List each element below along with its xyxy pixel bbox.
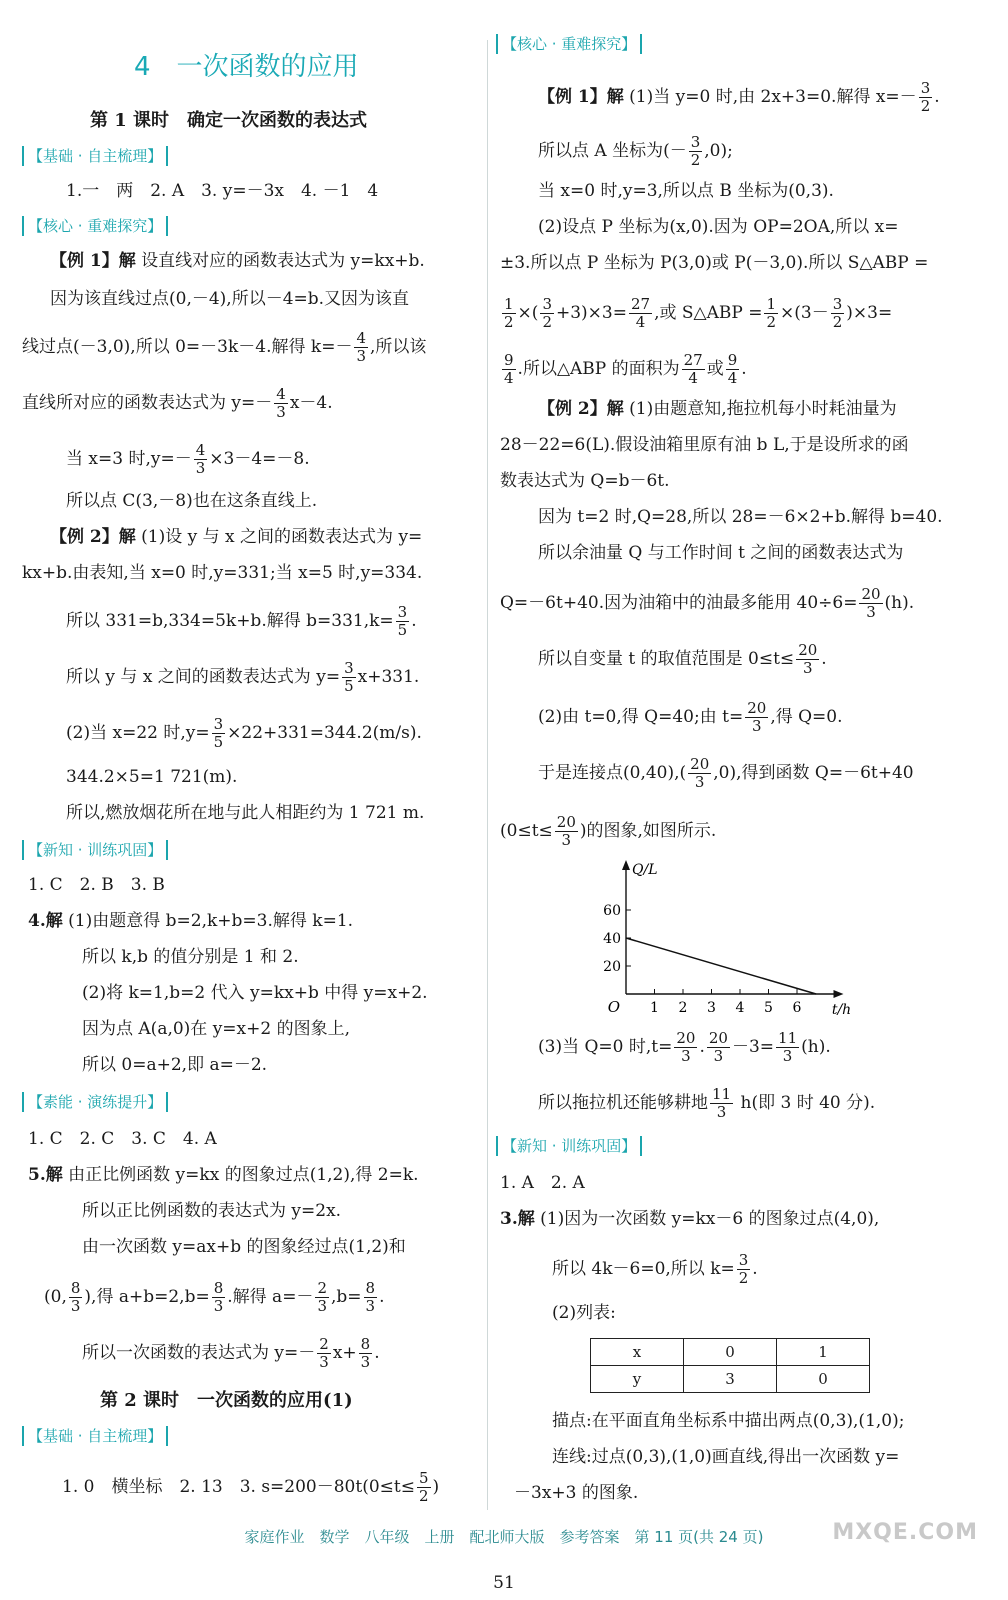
x-tick-label: 4 xyxy=(735,1000,745,1016)
table-row xyxy=(591,1339,870,1366)
text-line: (2)设点 P 坐标为(x,0).因为 OP=2OA,所以 x= xyxy=(538,217,899,237)
x-tick-label: 6 xyxy=(792,1000,802,1016)
text-line: (0≤t≤ $\frac{20}{3}$ )的图象,如图所示. xyxy=(500,813,717,849)
fraction: $\frac{1}{2}$ xyxy=(504,295,514,331)
lesson-2-title: 第 2 课时 一次函数的应用(1) xyxy=(100,1390,353,1411)
column-divider xyxy=(487,40,488,1510)
lesson-1-title: 第 1 课时 确定一次函数的表达式 xyxy=(90,110,368,131)
fraction: $\frac{9}{4}$ xyxy=(727,351,738,387)
text-line: 当 x=3 时,y=－ $\frac{4}{3}$ ×3－4=－8. xyxy=(66,441,310,477)
text-line: (2)由 t=0,得 Q=40;由 t= $\frac{20}{3}$ ,得 Q=0. xyxy=(538,699,843,735)
x-tick-label: 1 xyxy=(650,1000,659,1016)
table-row xyxy=(591,1366,870,1393)
y-tick-label: 20 xyxy=(603,959,621,975)
r-example-1: 【例 1】解 (1)当 y=0 时,由 2x+3=0.解得 x=－ $\frac{3}{2}$ . xyxy=(538,79,940,115)
fraction: $\frac{3}{5}$ xyxy=(344,659,354,695)
y-tick-label: 40 xyxy=(603,931,621,947)
text-line: (0, $\frac{8}{3}$ ),得 a+b=2,b= $\frac{8}{3}$ .解得 a=－ $\frac{2}{3}$ ,b= $\frac{8}{3}$ . xyxy=(44,1279,385,1315)
text-line: 所以一次函数的表达式为 y=－ $\frac{2}{3}$ x+ $\frac{8}{3}$ . xyxy=(82,1335,380,1371)
basic-answers: 1.一 两 2. A 3. y=－3x 4. －1 4 xyxy=(66,181,379,201)
text-line: 所以 k,b 的值分别是 1 和 2. xyxy=(82,947,299,967)
fraction: $\frac{20}{3}$ xyxy=(556,813,576,849)
fraction: $\frac{20}{3}$ xyxy=(747,699,767,735)
text-line: 所以点 A 坐标为(－ $\frac{3}{2}$ ,0); xyxy=(538,133,733,169)
section-title: 4 一次函数的应用 xyxy=(134,52,359,82)
fraction: $\frac{3}{2}$ xyxy=(542,295,552,331)
text-line: $\frac{1}{2}$ ×( $\frac{3}{2}$ +3)×3= $\frac{27}{4}$ ,或 S△ABP = $\frac{1}{2}$ ×(3－ $\frac{3}{2}$ )×3= xyxy=(504,295,893,331)
fraction: $\frac{3}{2}$ xyxy=(832,295,843,331)
text-line: 所以正比例函数的表达式为 y=2x. xyxy=(82,1201,342,1221)
text-line: (2)将 k=1,b=2 代入 y=kx+b 中得 y=x+2. xyxy=(82,983,428,1003)
tag-core: 【核心 · 重难探究】 xyxy=(22,216,168,236)
lesson2-basic-answers: 1. 0 横坐标 2. 13 3. s=200－80t(0≤t≤ $\frac{5}{2}$ ) xyxy=(62,1469,440,1505)
fraction: $\frac{5}{2}$ xyxy=(418,1469,429,1505)
fraction: $\frac{3}{5}$ xyxy=(213,715,224,751)
text-line: 所以 331=b,334=5k+b.解得 b=331,k= $\frac{3}{5}$ . xyxy=(66,603,417,639)
page-number: 51 xyxy=(493,1573,515,1593)
text-line: (3)当 Q=0 时,t= $\frac{20}{3}$ . $\frac{20}{3}$ －3= $\frac{11}{3}$ (h). xyxy=(538,1029,831,1065)
table-cell: 0 xyxy=(777,1366,870,1393)
footer: 家庭作业 数学 八年级 上册 配北师大版 参考答案 第 11 页(共 24 页) xyxy=(244,1528,764,1546)
fraction: $\frac{20}{3}$ xyxy=(708,1029,728,1065)
ability-q5: 5.解 由正比例函数 y=kx 的图象过点(1,2),得 2=k. xyxy=(28,1165,419,1185)
fraction: $\frac{3}{2}$ xyxy=(738,1251,749,1287)
fraction: $\frac{20}{3}$ xyxy=(690,755,710,791)
fraction: $\frac{4}{3}$ xyxy=(356,329,367,365)
fraction: $\frac{20}{3}$ xyxy=(676,1029,696,1065)
text-line: 所以自变量 t 的取值范围是 0≤t≤ $\frac{20}{3}$ . xyxy=(538,641,827,677)
text-line: 因为该直线过点(0,－4),所以－4=b.又因为该直 xyxy=(50,289,410,309)
fraction: $\frac{2}{3}$ xyxy=(319,1335,329,1371)
text-line: 344.2×5=1 721(m). xyxy=(66,767,238,787)
x-axis-arrow xyxy=(834,990,844,998)
text-line: 描点:在平面直角坐标系中描出两点(0,3),(1,0); xyxy=(552,1411,905,1431)
fraction: $\frac{4}{3}$ xyxy=(276,385,286,421)
tag-ability: 【素能 · 演练提升】 xyxy=(22,1092,168,1112)
watermark: MXQE.COM xyxy=(832,1520,978,1545)
tag-practice: 【新知 · 训练巩固】 xyxy=(22,840,168,860)
practice-q4: 4.解 (1)由题意得 b=2,k+b=3.解得 k=1. xyxy=(28,911,354,931)
fraction: $\frac{11}{3}$ xyxy=(712,1085,732,1121)
fraction: $\frac{3}{2}$ xyxy=(690,133,701,169)
fraction: $\frac{8}{3}$ xyxy=(213,1279,224,1315)
fraction: $\frac{2}{3}$ xyxy=(317,1279,327,1315)
fraction: $\frac{20}{3}$ xyxy=(798,641,818,677)
text-line: ±3.所以点 P 坐标为 P(3,0)或 P(－3,0).所以 S△ABP = xyxy=(500,253,929,273)
text-line: 所以 y 与 x 之间的函数表达式为 y= $\frac{3}{5}$ x+331. xyxy=(66,659,420,695)
table-cell: 3 xyxy=(684,1366,777,1393)
text-line: 28－22=6(L).假设油箱里原有油 b L,于是设所求的函 xyxy=(500,435,909,455)
q-t-chart xyxy=(586,858,856,1018)
tag-basic: 【基础 · 自主梳理】 xyxy=(22,146,168,166)
value-table xyxy=(590,1338,870,1393)
text-line: 所以 0=a+2,即 a=－2. xyxy=(82,1055,268,1075)
series-line xyxy=(626,938,816,994)
y-axis-arrow xyxy=(622,860,630,870)
text-line: 所以拖拉机还能够耕地 $\frac{11}{3}$ h(即 3 时 40 分). xyxy=(538,1085,876,1121)
tag-practice-right: 【新知 · 训练巩固】 xyxy=(496,1136,642,1156)
x-tick-label: 3 xyxy=(707,1000,716,1016)
x-tick-label: 5 xyxy=(764,1000,773,1016)
text-line: Q=－6t+40.因为油箱中的油最多能用 40÷6= $\frac{20}{3}$ (h). xyxy=(500,585,915,621)
practice-answers: 1. C 2. B 3. B xyxy=(28,875,165,895)
text-line: (2)当 x=22 时,y= $\frac{3}{5}$ ×22+331=344.2(m/s). xyxy=(66,715,422,751)
r-example-2: 【例 2】解 (1)由题意知,拖拉机每小时耗油量为 xyxy=(538,399,897,419)
fraction: $\frac{3}{2}$ xyxy=(920,79,931,115)
origin-label: O xyxy=(607,998,620,1016)
text-line: kx+b.由表知,当 x=0 时,y=331;当 x=5 时,y=334. xyxy=(22,563,423,583)
text-line: 所以 4k－6=0,所以 k= $\frac{3}{2}$ . xyxy=(552,1251,758,1287)
text-line: 因为点 A(a,0)在 y=x+2 的图象上, xyxy=(82,1019,351,1039)
fraction: $\frac{3}{5}$ xyxy=(397,603,408,639)
fraction: $\frac{8}{3}$ xyxy=(70,1279,81,1315)
table-cell: x xyxy=(591,1339,684,1366)
table-cell: y xyxy=(591,1366,684,1393)
tag-core-right: 【核心 · 重难探究】 xyxy=(496,34,642,54)
example-2: 【例 2】解 (1)设 y 与 x 之间的函数表达式为 y= xyxy=(50,527,423,547)
text-line: 由一次函数 y=ax+b 的图象经过点(1,2)和 xyxy=(82,1237,406,1257)
table-cell: 0 xyxy=(684,1339,777,1366)
example-1: 【例 1】解 设直线对应的函数表达式为 y=kx+b. xyxy=(50,251,425,271)
text-line: 所以点 C(3,－8)也在这条直线上. xyxy=(66,491,318,511)
r-practice-answers: 1. A 2. A xyxy=(500,1173,585,1193)
text-line: 因为 t=2 时,Q=28,所以 28=－6×2+b.解得 b=40. xyxy=(538,507,943,527)
text-line: 于是连接点(0,40),( $\frac{20}{3}$ ,0),得到函数 Q=－6t+40 xyxy=(538,755,914,791)
text-line: 所以余油量 Q 与工作时间 t 之间的函数表达式为 xyxy=(538,543,904,563)
text-line: 所以,燃放烟花所在地与此人相距约为 1 721 m. xyxy=(66,803,425,823)
ability-answers: 1. C 2. C 3. C 4. A xyxy=(28,1129,217,1149)
text-line: 数表达式为 Q=b－6t. xyxy=(500,471,670,491)
y-tick-label: 60 xyxy=(603,903,621,919)
fraction: $\frac{4}{3}$ xyxy=(195,441,206,477)
text-line: 连线:过点(0,3),(1,0)画直线,得出一次函数 y= xyxy=(552,1447,900,1467)
text-line: $\frac{9}{4}$ .所以△ABP 的面积为 $\frac{27}{4}$ 或 $\frac{9}{4}$ . xyxy=(504,351,747,387)
text-line: 当 x=0 时,y=3,所以点 B 坐标为(0,3). xyxy=(538,181,834,201)
tag-basic-2: 【基础 · 自主梳理】 xyxy=(22,1426,168,1446)
text-line: (2)列表: xyxy=(552,1303,616,1323)
x-tick-label: 2 xyxy=(678,1000,688,1016)
r-practice-q3: 3.解 (1)因为一次函数 y=kx－6 的图象过点(4,0), xyxy=(500,1209,880,1229)
fraction: $\frac{20}{3}$ xyxy=(861,585,881,621)
fraction: $\frac{8}{3}$ xyxy=(360,1335,371,1371)
text-line: 线过点(－3,0),所以 0=－3k－4.解得 k=－ $\frac{4}{3}$ ,所以该 xyxy=(22,329,427,365)
y-axis-label: Q/L xyxy=(632,862,658,878)
x-axis-label: t/h xyxy=(831,1002,852,1018)
fraction: $\frac{27}{4}$ xyxy=(630,295,651,331)
table-cell: 1 xyxy=(777,1339,870,1366)
fraction: $\frac{1}{2}$ xyxy=(766,295,777,331)
fraction: $\frac{27}{4}$ xyxy=(683,351,703,387)
text-line: －3x+3 的图象. xyxy=(514,1483,639,1503)
text-line: 直线所对应的函数表达式为 y=－ $\frac{4}{3}$ x－4. xyxy=(22,385,333,421)
fraction: $\frac{8}{3}$ xyxy=(365,1279,376,1315)
fraction: $\frac{11}{3}$ xyxy=(778,1029,798,1065)
fraction: $\frac{9}{4}$ xyxy=(504,351,514,387)
